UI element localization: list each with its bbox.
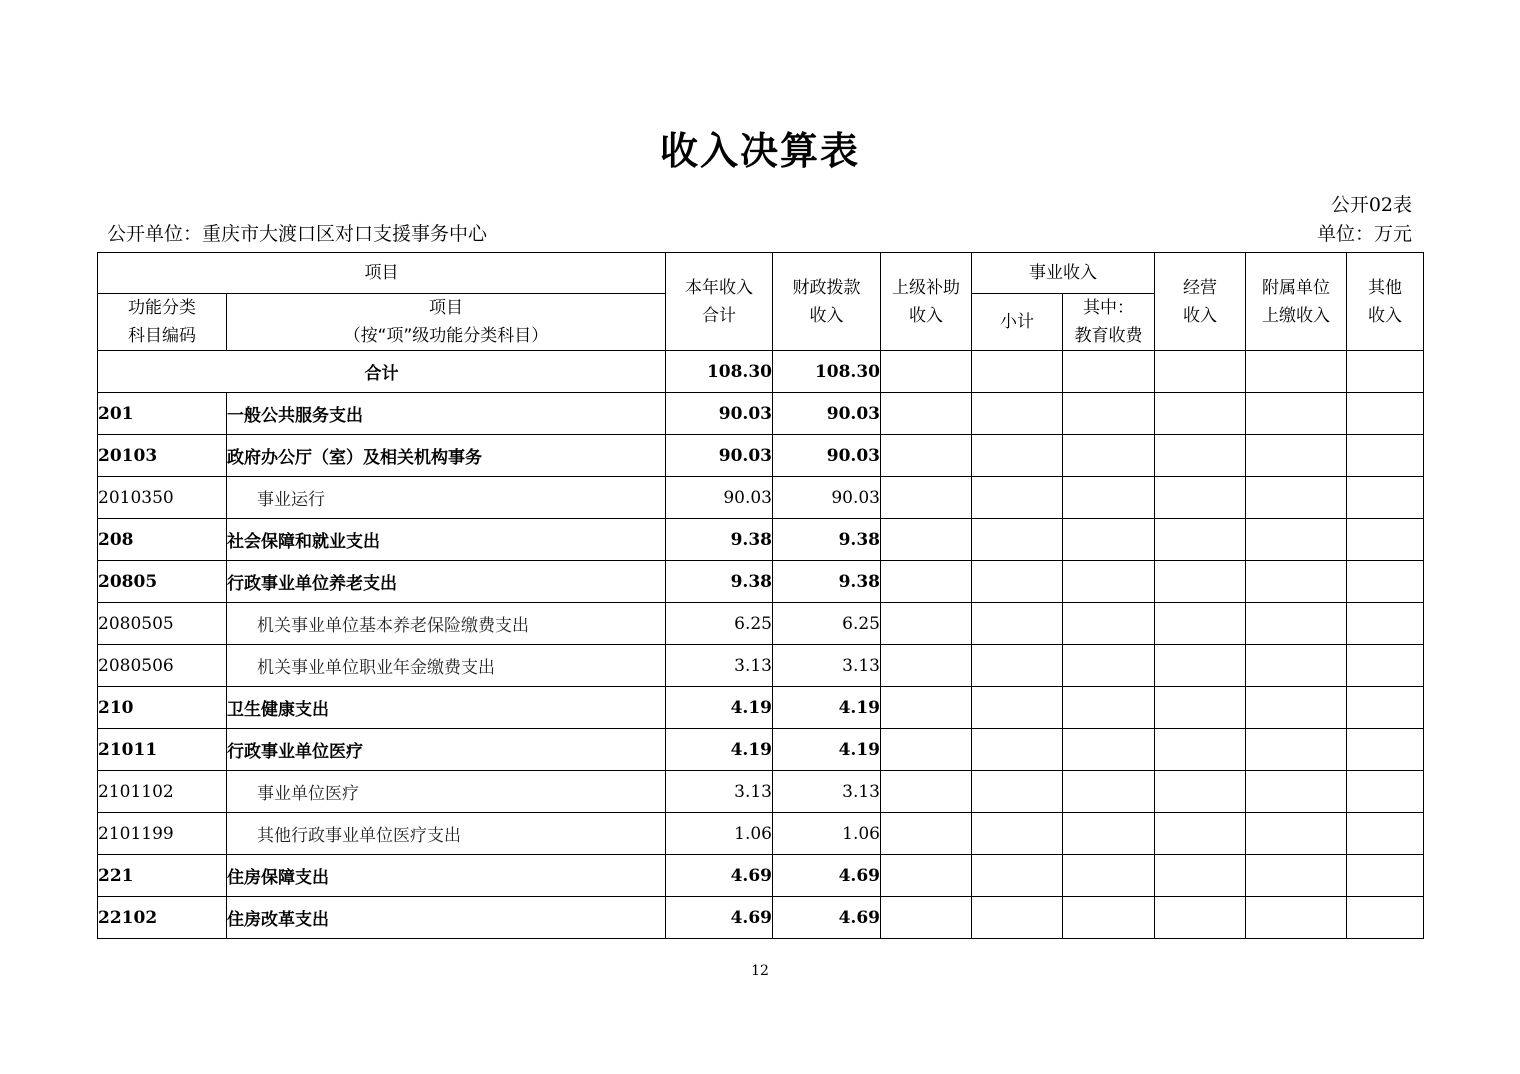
header-subtotal: 小计 bbox=[972, 294, 1063, 351]
empty-cell bbox=[1347, 897, 1424, 939]
table-row bbox=[98, 645, 1424, 687]
empty-cell bbox=[972, 897, 1063, 939]
empty-cell bbox=[881, 687, 972, 729]
empty-cell bbox=[1246, 729, 1347, 771]
table-row bbox=[98, 855, 1424, 897]
empty-cell bbox=[972, 519, 1063, 561]
empty-cell bbox=[972, 561, 1063, 603]
empty-cell bbox=[972, 393, 1063, 435]
subject-name: 事业单位医疗 bbox=[227, 771, 666, 813]
empty-cell bbox=[972, 855, 1063, 897]
subject-code: 208 bbox=[98, 519, 227, 561]
empty-cell bbox=[1347, 393, 1424, 435]
empty-cell bbox=[1246, 477, 1347, 519]
fiscal-amount: 90.03 bbox=[773, 477, 881, 519]
empty-cell bbox=[972, 729, 1063, 771]
table-row bbox=[98, 729, 1424, 771]
empty-cell bbox=[881, 477, 972, 519]
empty-cell bbox=[1063, 519, 1155, 561]
empty-cell bbox=[1063, 813, 1155, 855]
page-number: 12 bbox=[751, 963, 769, 979]
header-operating: 经营 收入 bbox=[1155, 253, 1246, 351]
empty-cell bbox=[1347, 729, 1424, 771]
empty-cell bbox=[1063, 435, 1155, 477]
subject-code: 22102 bbox=[98, 897, 227, 939]
empty-cell bbox=[1246, 393, 1347, 435]
empty-cell bbox=[972, 603, 1063, 645]
total-amount: 4.69 bbox=[666, 897, 773, 939]
total-amount: 3.13 bbox=[666, 771, 773, 813]
empty-cell bbox=[1347, 561, 1424, 603]
empty-cell bbox=[1063, 603, 1155, 645]
empty-cell bbox=[1155, 771, 1246, 813]
subject-code: 221 bbox=[98, 855, 227, 897]
fiscal-amount: 9.38 bbox=[773, 519, 881, 561]
table-row bbox=[98, 393, 1424, 435]
total-amount: 4.69 bbox=[666, 855, 773, 897]
total-amount: 6.25 bbox=[666, 603, 773, 645]
header-business: 事业收入 bbox=[972, 253, 1155, 294]
empty-cell bbox=[1063, 393, 1155, 435]
empty-cell bbox=[1063, 477, 1155, 519]
total-amount: 9.38 bbox=[666, 561, 773, 603]
empty-cell bbox=[1155, 813, 1246, 855]
header-fiscal: 财政拨款 收入 bbox=[773, 253, 881, 351]
total-amount: 9.38 bbox=[666, 519, 773, 561]
total-amount: 90.03 bbox=[666, 477, 773, 519]
empty-cell bbox=[881, 813, 972, 855]
empty-cell bbox=[1155, 897, 1246, 939]
total-row bbox=[98, 351, 1424, 393]
empty-cell bbox=[1347, 435, 1424, 477]
header-total: 本年收入 合计 bbox=[666, 253, 773, 351]
total-amount: 90.03 bbox=[666, 393, 773, 435]
fiscal-amount: 3.13 bbox=[773, 771, 881, 813]
total-fiscal: 108.30 bbox=[773, 351, 881, 393]
header-superior: 上级补助 收入 bbox=[881, 253, 972, 351]
empty-cell bbox=[1155, 729, 1246, 771]
empty-cell bbox=[881, 729, 972, 771]
empty-cell bbox=[1155, 645, 1246, 687]
subject-name: 住房保障支出 bbox=[227, 855, 666, 897]
subject-name: 机关事业单位基本养老保险缴费支出 bbox=[227, 603, 666, 645]
empty-cell bbox=[1246, 645, 1347, 687]
subject-name: 事业运行 bbox=[227, 477, 666, 519]
empty-cell bbox=[1246, 435, 1347, 477]
reporting-unit: 公开单位：重庆市大渡口区对口支援事务中心 bbox=[107, 223, 488, 245]
currency-unit: 单位：万元 bbox=[1316, 223, 1412, 245]
empty-cell bbox=[1246, 603, 1347, 645]
empty-cell bbox=[1347, 645, 1424, 687]
total-amount: 4.19 bbox=[666, 687, 773, 729]
empty-cell bbox=[881, 855, 972, 897]
table-row bbox=[98, 519, 1424, 561]
empty-cell bbox=[1155, 519, 1246, 561]
empty-cell bbox=[1246, 561, 1347, 603]
subject-name: 卫生健康支出 bbox=[227, 687, 666, 729]
total-amount: 108.30 bbox=[666, 351, 773, 393]
subject-code: 201 bbox=[98, 393, 227, 435]
income-table bbox=[97, 252, 1424, 939]
empty-cell bbox=[1063, 771, 1155, 813]
table-row bbox=[98, 435, 1424, 477]
header-edu-fee: 其中： 教育收费 bbox=[1063, 294, 1155, 351]
empty-cell bbox=[1063, 855, 1155, 897]
empty-cell bbox=[1347, 855, 1424, 897]
subject-name: 政府办公厅（室）及相关机构事务 bbox=[227, 435, 666, 477]
empty-cell bbox=[1063, 729, 1155, 771]
empty-cell bbox=[1155, 561, 1246, 603]
total-label: 合计 bbox=[98, 351, 666, 393]
subject-name: 一般公共服务支出 bbox=[227, 393, 666, 435]
subject-code: 2010350 bbox=[98, 477, 227, 519]
empty-cell bbox=[881, 393, 972, 435]
empty-cell bbox=[881, 435, 972, 477]
form-number: 公开02表 bbox=[1330, 194, 1412, 216]
empty-cell bbox=[881, 897, 972, 939]
empty-cell bbox=[1155, 603, 1246, 645]
empty-cell bbox=[1155, 855, 1246, 897]
subject-name: 其他行政事业单位医疗支出 bbox=[227, 813, 666, 855]
empty-cell bbox=[1246, 897, 1347, 939]
empty-cell bbox=[881, 603, 972, 645]
fiscal-amount: 1.06 bbox=[773, 813, 881, 855]
empty-cell bbox=[1347, 813, 1424, 855]
total-amount: 3.13 bbox=[666, 645, 773, 687]
empty-cell bbox=[972, 687, 1063, 729]
subject-name: 住房改革支出 bbox=[227, 897, 666, 939]
table-row bbox=[98, 603, 1424, 645]
empty-cell bbox=[1246, 519, 1347, 561]
empty-cell bbox=[1347, 477, 1424, 519]
empty-cell bbox=[1347, 603, 1424, 645]
header-affiliate: 附属单位 上缴收入 bbox=[1246, 253, 1347, 351]
subject-name: 社会保障和就业支出 bbox=[227, 519, 666, 561]
fiscal-amount: 4.19 bbox=[773, 729, 881, 771]
empty-cell bbox=[1063, 687, 1155, 729]
subject-code: 210 bbox=[98, 687, 227, 729]
empty-cell bbox=[1347, 519, 1424, 561]
empty-cell bbox=[972, 477, 1063, 519]
header-project: 项目 bbox=[98, 253, 666, 294]
fiscal-amount: 3.13 bbox=[773, 645, 881, 687]
subject-code: 2101102 bbox=[98, 771, 227, 813]
subject-code: 21011 bbox=[98, 729, 227, 771]
empty-cell bbox=[1155, 435, 1246, 477]
total-amount: 90.03 bbox=[666, 435, 773, 477]
fiscal-amount: 4.69 bbox=[773, 855, 881, 897]
table-row bbox=[98, 897, 1424, 939]
subject-code: 2080505 bbox=[98, 603, 227, 645]
table-row bbox=[98, 561, 1424, 603]
empty-cell bbox=[1246, 813, 1347, 855]
subject-code: 2101199 bbox=[98, 813, 227, 855]
empty-cell bbox=[1155, 687, 1246, 729]
table-row bbox=[98, 687, 1424, 729]
empty-cell bbox=[1347, 771, 1424, 813]
empty-cell bbox=[1246, 771, 1347, 813]
empty-cell bbox=[972, 435, 1063, 477]
fiscal-amount: 4.69 bbox=[773, 897, 881, 939]
empty-cell bbox=[972, 813, 1063, 855]
subject-name: 行政事业单位医疗 bbox=[227, 729, 666, 771]
empty-cell bbox=[881, 519, 972, 561]
empty-cell bbox=[972, 645, 1063, 687]
empty-cell bbox=[881, 561, 972, 603]
fiscal-amount: 9.38 bbox=[773, 561, 881, 603]
empty-cell bbox=[1155, 477, 1246, 519]
fiscal-amount: 90.03 bbox=[773, 393, 881, 435]
empty-cell bbox=[881, 645, 972, 687]
page-title: 收入决算表 bbox=[659, 129, 860, 173]
empty-cell bbox=[1063, 897, 1155, 939]
total-amount: 1.06 bbox=[666, 813, 773, 855]
subject-name: 行政事业单位养老支出 bbox=[227, 561, 666, 603]
empty-cell bbox=[1155, 393, 1246, 435]
header-code: 功能分类 科目编码 bbox=[98, 294, 227, 351]
table-row bbox=[98, 477, 1424, 519]
empty-cell bbox=[1246, 687, 1347, 729]
total-amount: 4.19 bbox=[666, 729, 773, 771]
subject-code: 20805 bbox=[98, 561, 227, 603]
empty-cell bbox=[881, 771, 972, 813]
header-item: 项目 （按“项”级功能分类科目） bbox=[227, 294, 666, 351]
fiscal-amount: 90.03 bbox=[773, 435, 881, 477]
empty-cell bbox=[1063, 645, 1155, 687]
table-row bbox=[98, 813, 1424, 855]
empty-cell bbox=[1063, 561, 1155, 603]
subject-name: 机关事业单位职业年金缴费支出 bbox=[227, 645, 666, 687]
fiscal-amount: 6.25 bbox=[773, 603, 881, 645]
table-row bbox=[98, 771, 1424, 813]
empty-cell bbox=[972, 771, 1063, 813]
subject-code: 20103 bbox=[98, 435, 227, 477]
subject-code: 2080506 bbox=[98, 645, 227, 687]
header-other: 其他 收入 bbox=[1347, 253, 1424, 351]
empty-cell bbox=[1347, 687, 1424, 729]
empty-cell bbox=[1246, 855, 1347, 897]
fiscal-amount: 4.19 bbox=[773, 687, 881, 729]
